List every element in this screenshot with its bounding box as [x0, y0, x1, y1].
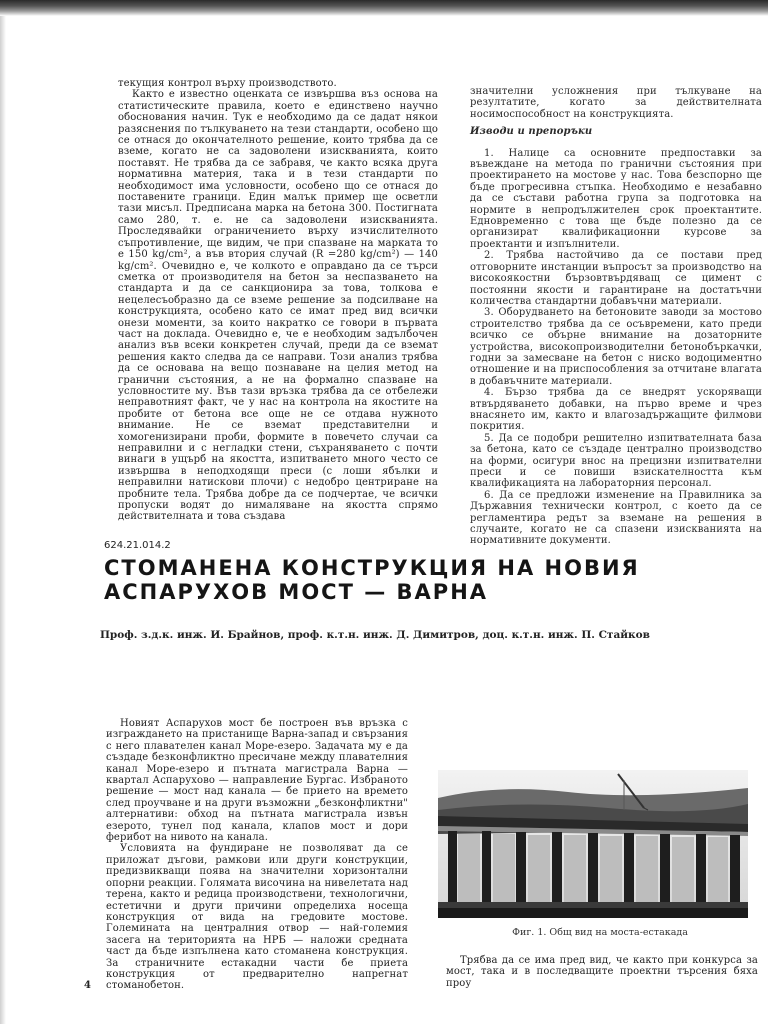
- conclusion-item: 2. Трябва настойчиво да се постави пред отговорните инстанции въпросът за производство на високоякостни бързовтвърдяващ се цимент с постоянни якости и гарантиране на достатъчни количества стандартни добавъчни материали.: [470, 250, 762, 307]
- conclusion-item: 5. Да се подобри решително изпитвателната база за бетона, като се създаде централно производство на форми, осигури внос на прецизни изпитвателни преси и се повиши взискателността към квалификацията на лабораторния персонал.: [470, 432, 762, 490]
- paragraph: Новият Аспарухов мост бе построен във връзка с изграждането на пристанище Варна-запад и свързания с него плавателен канал Море-езеро. Задачата му е да създаде безконфликтно пресичане между плавателния канал Море-езеро и пътната магистрала Варна — квартал Аспарухово — направление Бургас. Избраното решение — мост над канала — бе прието на времето след проучване и на други възможни „безконфликтни" алтернативи: обход на пътната магистрала извън езерото, тунел под канала, клапов мост и дори ферибот на нивото на канала.: [106, 718, 408, 844]
- conclusion-item: 3. Оборудването на бетоновите заводи за мостово строителство трябва да се осъвремени, като преди всичко се обърне внимание на дозаторните устройства, високопроизводителни бетонобъркачки, годни за замесване на бетон с ниско водоциментно отношение и на приспособления за отчитане влагата в добавъчните материали.: [470, 307, 762, 387]
- udc-code: 624.21.014.2: [104, 540, 171, 551]
- paragraph: значителни усложнения при тълкуване на резултатите, когато за действителната носимоспособност на конструкцията.: [470, 86, 762, 120]
- conclusions-heading: Изводи и препоръки: [470, 126, 593, 138]
- paragraph: текущия контрол върху производството.: [118, 78, 337, 89]
- paragraph: Трябва да се има пред вид, че както при конкурса за мост, така и в последващите проектни търсения бяха проу: [446, 955, 758, 989]
- previous-article-left-column: [118, 78, 438, 523]
- article-left-column: [106, 718, 408, 992]
- paragraph: Условията на фундиране не позволяват да се приложат дъгови, рамкови или други конструкции, предизвикващи поява на значителни хоризонтални опорни реакции. Голямата височина на нивелетата над терена, както и редица производствени, технологични, естетични и други причини определиха носеща конструкция от вида на гредовите мостове. Големината на централния отвор — най-големия засега на територията на НРБ — наложи средната част да бъде изпълнена като стоманена конструкция. За страничните естакадни части бе приета конструкция от предварително напрегнат стоманобетон.: [106, 843, 408, 992]
- article-right-column: [446, 955, 758, 991]
- bridge-photo: [438, 770, 748, 918]
- figure-caption: Фиг. 1. Общ вид на моста-естакада: [512, 927, 688, 938]
- scan-left-edge: [0, 16, 6, 1024]
- article-title: СТОМАНЕНА КОНСТРУКЦИЯ НА НОВИЯ АСПАРУХОВ МОСТ — ВАРНА: [104, 556, 640, 604]
- article-authors: Проф. з.д.к. инж. И. Брайнов, проф. к.т.н. инж. Д. Димитров, доц. к.т.н. инж. П. Стайков: [100, 629, 650, 641]
- conclusion-item: 1. Налице са основните предпоставки за въвеждане на метода по гранични състояния при проектирането на мостове у нас. Това безспорно ще бъде прогресивна стъпка. Необходимо е незабавно да се състави работна група за подготовка на нормите в непродължителен срок проектантите. Едновременно с това ще бъде полезно да се организират квалификационни курсове за проектанти и изпълнители.: [470, 147, 762, 250]
- conclusion-item: 6. Да се предложи изменение на Правилника за Държавния технически контрол, с което да се регламентира редът за вземане на решения в случаите, когато не са спазени изискванията на нормативните документи.: [470, 489, 762, 547]
- previous-article-right-column: [470, 86, 762, 547]
- conclusion-item: 4. Бързо трябва да се внедрят ускоряващи втвърдяването добавки, на първо време и чрез внасянето им, както и влагозадържащите филмови покрития.: [470, 387, 762, 433]
- bridge-photo-image: [438, 770, 748, 918]
- paragraph: Както е известно оценката се извършва въз основа на статистическите правила, което е единствено научно обоснования начин. Тук е необходимо да се дадат някои разяснения по тълкуването на тези стандарти, особено що се отнася до окончателното решение, които трябва да се вземе, когато не са задоволени изискванията, които поставят. Не трябва да се забравя, че както всяка друга нормативна материя, така и в тези стандарти по необходимост има условности, особено що се отнася до поставените граници. Един малък пример ще осветли тази мисъл. Предписана марка на бетона 300. Постигната само 280, т. е. не са задоволени изискванията. Проследявайки ограничението върху изчислителното съпротивление, ще видим, че при спазване на марката то е 150 kg/cm², а във втория случай (R =280 kg/cm²) — 140 kg/cm². Очевидно е, че колкото е оправдано да се търси сметка от производителя на бетон за неспазването на стандарта и да се санкционира за това, толкова е нецелесъобразно да се вземе решение за подсилване на конструкцията, особено като се имат пред вид всички онези моменти, за които накратко се говори в първата част на доклада. Очевидно е, че е необходим задълбочен анализ във всеки конкретен случай, преди да се вземат решения както следва да се направи. Този анализ трябва да се основава на вещо познаване на целия метод на гранични състояния, а не на формално спазване на условностите му. Във тази връзка трябва да се отбележи неправотният факт, че у нас на контрола на якостите на пробите от бетона все още не се отдава нужното внимание. Не се вземат представителни и хомогенизирани проби, формите в повечето случаи са неправилни и с негладки стени, съхраняването с почти винаги в ущърб на якостта, изпитването много често се извършва в неподходящи преси (с лоши ябълки и неправилни натискови плочи) с недобро центриране на пробните тела. Трябва добре да се подчертае, че всички пропуски водят до нималяване на якостта спрямо действителната и това създава: [118, 89, 438, 523]
- page-number: 4: [84, 980, 91, 991]
- scan-top-edge: [0, 0, 768, 16]
